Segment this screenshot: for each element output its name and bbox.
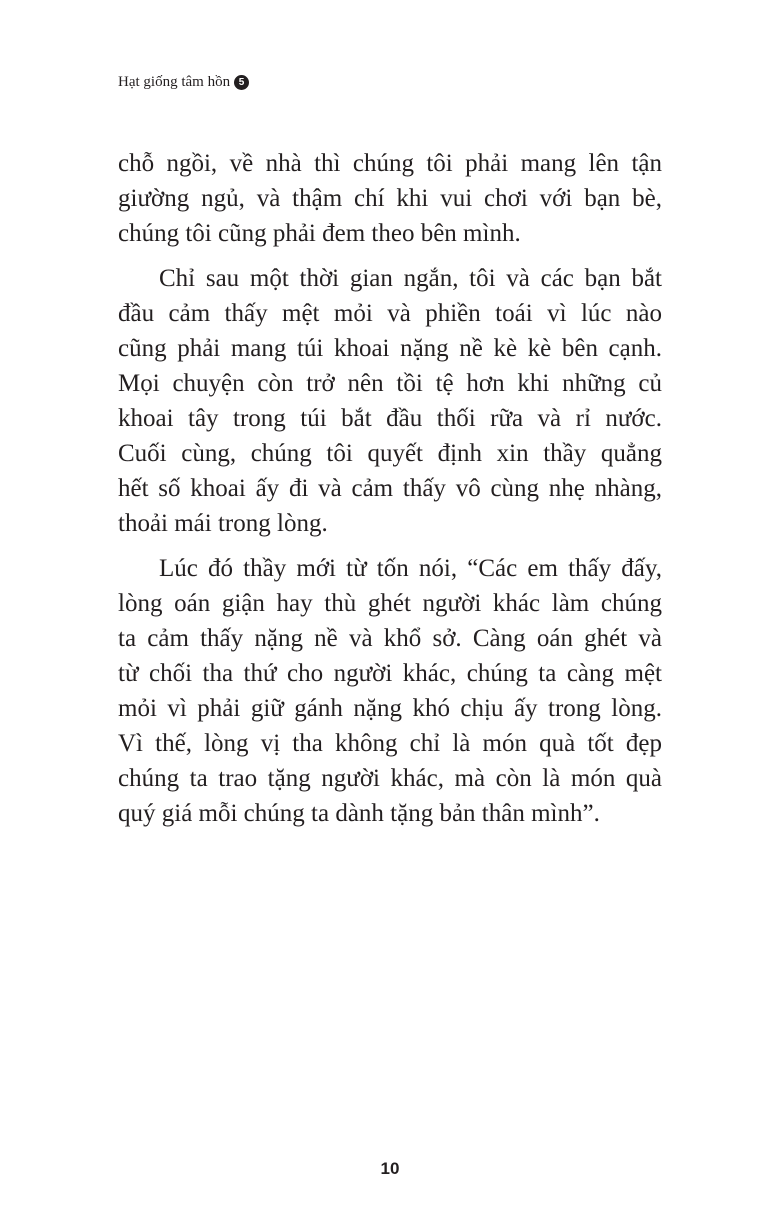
text-line: từ chối tha thứ cho người khác, chúng ta càng mệt [118,660,662,687]
text-line: Lúc đó thầy mới từ tốn nói, “Các em thấy đấy, [159,555,662,582]
text-line: Mọi chuyện còn trở nên tồi tệ hơn khi những củ [118,370,662,397]
text-line: chúng tôi cũng phải đem theo bên mình. [118,220,521,247]
text-line: chỗ ngồi, về nhà thì chúng tôi phải mang lên tận [118,150,662,177]
paragraph-3 [118,551,662,831]
paragraph-1 [118,146,662,251]
text-line: Vì thế, lòng vị tha không chỉ là món quà tốt đẹp [118,730,662,757]
volume-number-badge: 5 [234,75,249,90]
text-line: giường ngủ, và thậm chí khi vui chơi với bạn bè, [118,185,662,212]
text-line: đầu cảm thấy mệt mỏi và phiền toái vì lúc nào [118,300,662,327]
text-line: cũng phải mang túi khoai nặng nề kè kè bên cạnh. [118,335,662,362]
text-line: Chỉ sau một thời gian ngắn, tôi và các bạn bắt [159,265,662,292]
paragraph-2 [118,261,662,541]
text-line: quý giá mỗi chúng ta dành tặng bản thân mình”. [118,800,600,827]
text-line: khoai tây trong túi bắt đầu thối rữa và rỉ nước. [118,405,662,432]
text-line: hết số khoai ấy đi và cảm thấy vô cùng nhẹ nhàng, [118,475,662,502]
body-text [118,146,662,841]
page-number: 10 [380,1159,400,1178]
text-line: Cuối cùng, chúng tôi quyết định xin thầy quẳng [118,440,662,467]
text-line: lòng oán giận hay thù ghét người khác làm chúng [118,590,662,617]
text-line: thoải mái trong lòng. [118,510,328,537]
book-title: Hạt giống tâm hồn [118,74,231,90]
text-line: ta cảm thấy nặng nề và khổ sở. Càng oán ghét và [118,625,662,652]
running-header [118,71,249,93]
text-line: mỏi vì phải giữ gánh nặng khó chịu ấy trong lòng. [118,695,662,722]
text-line: chúng ta trao tặng người khác, mà còn là món quà [118,765,662,792]
